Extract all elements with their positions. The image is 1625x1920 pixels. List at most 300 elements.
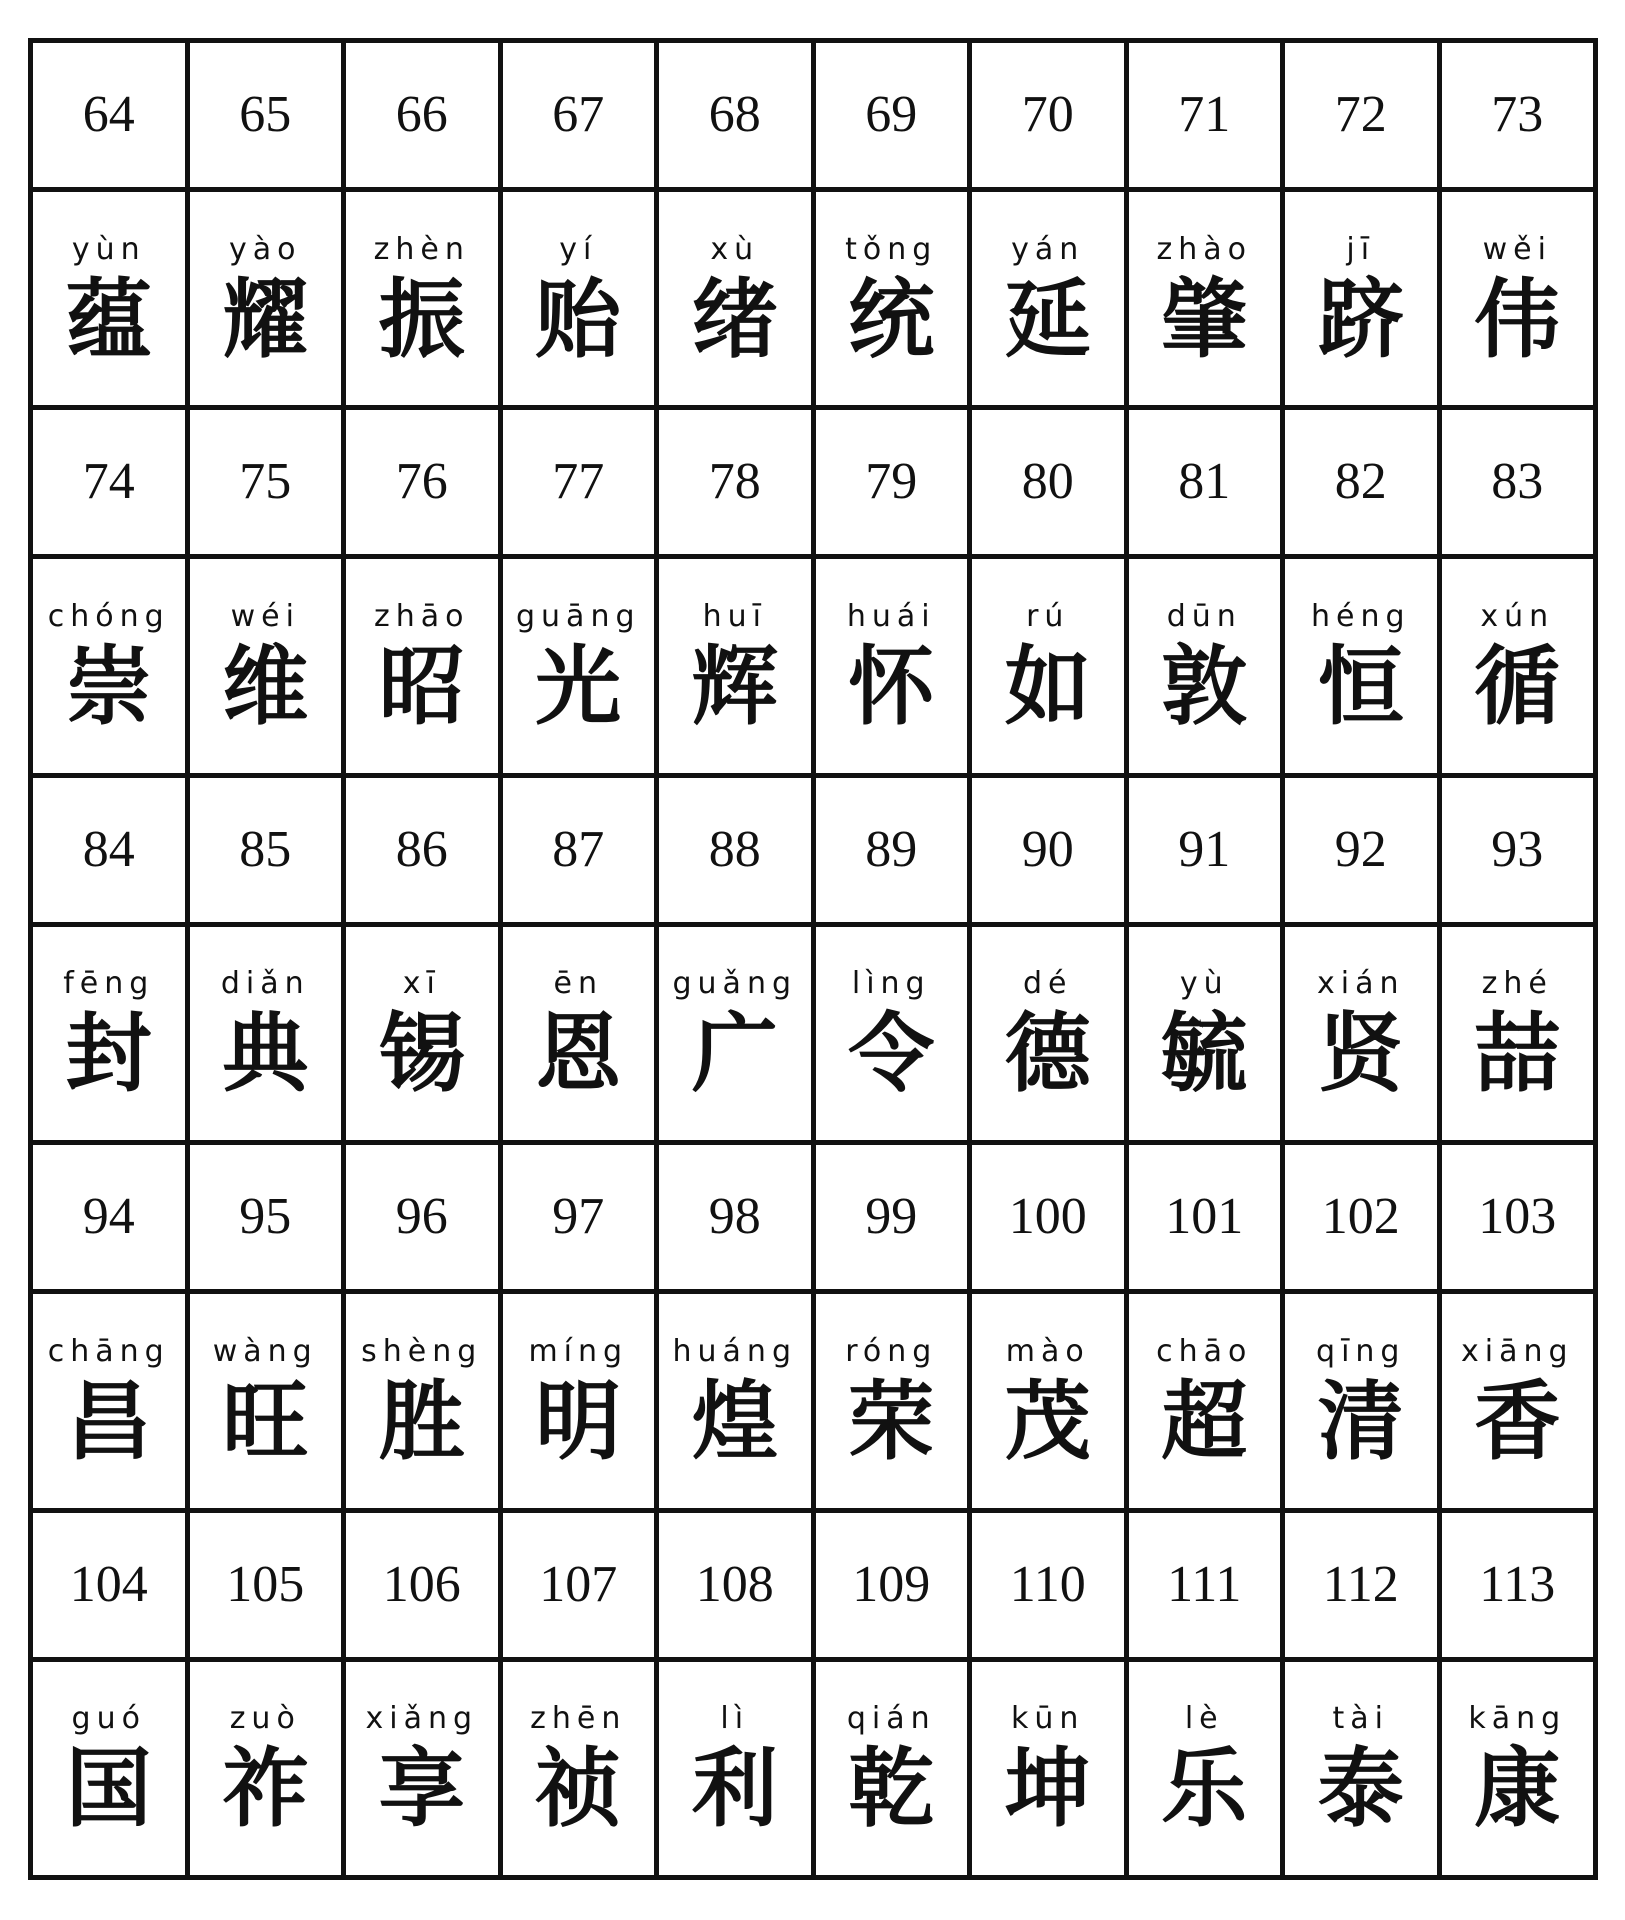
chinese-character: 国 <box>65 1738 152 1840</box>
number-row <box>31 408 1596 557</box>
index-number: 100 <box>1008 1188 1087 1246</box>
character-cell <box>813 1659 970 1877</box>
character-cell-content <box>1285 559 1437 772</box>
pinyin-label: wàng <box>212 1333 318 1369</box>
chinese-character: 辉 <box>691 636 778 738</box>
character-cell-content <box>33 192 185 405</box>
index-number: 109 <box>852 1555 931 1613</box>
index-number: 104 <box>69 1555 148 1613</box>
character-cell-content <box>346 192 498 405</box>
pinyin-label: héng <box>1310 599 1411 635</box>
character-grid <box>28 38 1598 1880</box>
chinese-character: 肇 <box>1161 268 1248 370</box>
chinese-character: 怀 <box>848 636 935 738</box>
pinyin-label: ēn <box>553 966 603 1002</box>
chinese-character: 蕴 <box>65 268 152 370</box>
pinyin-label: kūn <box>1011 1701 1085 1737</box>
chinese-character: 荣 <box>848 1370 935 1472</box>
number-cell <box>1126 1510 1283 1659</box>
character-cell <box>344 190 501 408</box>
character-cell <box>657 1292 814 1510</box>
chinese-character: 封 <box>65 1003 152 1105</box>
index-number: 73 <box>1491 86 1544 143</box>
character-cell-content <box>1442 192 1594 405</box>
character-cell <box>970 1292 1127 1510</box>
pinyin-label: huáng <box>672 1333 797 1369</box>
character-cell <box>500 1659 657 1877</box>
chinese-character: 喆 <box>1474 1003 1561 1105</box>
index-number: 105 <box>226 1555 305 1613</box>
character-row <box>31 557 1596 775</box>
character-cell <box>500 924 657 1142</box>
number-cell <box>344 408 501 557</box>
pinyin-label: diǎn <box>220 966 310 1002</box>
chinese-character: 乾 <box>848 1738 935 1840</box>
number-cell <box>970 408 1127 557</box>
number-cell <box>813 408 970 557</box>
pinyin-label: xún <box>1480 599 1555 635</box>
character-cell <box>187 1659 344 1877</box>
character-cell-content <box>816 559 968 772</box>
number-cell <box>187 41 344 190</box>
character-cell <box>1439 1292 1596 1510</box>
chinese-character: 循 <box>1474 636 1561 738</box>
character-cell-content <box>503 1662 655 1875</box>
index-number: 113 <box>1479 1555 1556 1613</box>
index-number: 81 <box>1178 453 1231 511</box>
character-cell-content <box>33 927 185 1140</box>
chinese-character: 维 <box>222 636 309 738</box>
character-cell-content <box>503 559 655 772</box>
character-cell-content <box>659 1662 811 1875</box>
character-cell <box>970 190 1127 408</box>
number-cell <box>1126 41 1283 190</box>
chinese-character: 乐 <box>1161 1738 1248 1840</box>
index-number: 103 <box>1478 1188 1557 1246</box>
pinyin-label: xù <box>710 231 760 267</box>
character-cell-content <box>346 559 498 772</box>
index-number: 101 <box>1165 1188 1244 1246</box>
pinyin-label: zhēn <box>530 1701 627 1737</box>
chinese-character: 伟 <box>1474 268 1561 370</box>
number-cell <box>813 1143 970 1292</box>
index-number: 66 <box>395 86 448 143</box>
index-number: 65 <box>239 86 292 143</box>
pinyin-label: chóng <box>47 599 170 635</box>
number-cell <box>500 408 657 557</box>
pinyin-label: guó <box>71 1701 146 1737</box>
character-cell-content <box>1442 1662 1594 1875</box>
chinese-character: 延 <box>1004 268 1091 370</box>
number-cell <box>344 1143 501 1292</box>
character-cell <box>1283 1292 1440 1510</box>
number-cell <box>1283 1510 1440 1659</box>
index-number: 93 <box>1491 820 1544 878</box>
number-cell <box>1283 1143 1440 1292</box>
character-cell-content <box>1285 927 1437 1140</box>
number-cell <box>500 775 657 924</box>
number-cell <box>31 1143 188 1292</box>
index-number: 86 <box>395 820 448 878</box>
number-cell <box>31 408 188 557</box>
index-number: 83 <box>1491 453 1544 511</box>
index-number: 64 <box>82 86 135 143</box>
chinese-character: 敦 <box>1161 636 1248 738</box>
index-number: 107 <box>539 1555 618 1613</box>
pinyin-label: chāng <box>47 1333 170 1369</box>
chinese-character: 贤 <box>1317 1003 1404 1105</box>
character-row <box>31 1659 1596 1877</box>
grid-body <box>31 41 1596 1878</box>
chinese-character: 昌 <box>65 1370 152 1472</box>
pinyin-label: chāo <box>1156 1333 1253 1369</box>
character-cell-content <box>816 1294 968 1507</box>
character-cell-content <box>1285 1294 1437 1507</box>
number-row <box>31 775 1596 924</box>
number-cell <box>657 408 814 557</box>
number-cell <box>1439 1510 1596 1659</box>
index-number: 91 <box>1178 820 1231 878</box>
character-cell <box>344 557 501 775</box>
character-cell-content <box>816 927 968 1140</box>
number-cell <box>187 775 344 924</box>
chinese-character: 锡 <box>378 1003 465 1105</box>
pinyin-label: kāng <box>1468 1701 1567 1737</box>
character-cell <box>1283 190 1440 408</box>
character-cell <box>500 557 657 775</box>
chinese-character: 煌 <box>691 1370 778 1472</box>
index-number: 87 <box>552 820 605 878</box>
character-cell <box>344 924 501 1142</box>
pinyin-label: xī <box>402 966 441 1002</box>
index-number: 111 <box>1167 1555 1242 1613</box>
character-cell <box>1439 1659 1596 1877</box>
number-cell <box>31 775 188 924</box>
number-cell <box>1439 1143 1596 1292</box>
pinyin-label: xiǎng <box>365 1701 479 1737</box>
pinyin-label: dé <box>1023 966 1073 1002</box>
index-number: 108 <box>695 1555 774 1613</box>
index-number: 69 <box>865 86 918 143</box>
index-number: 94 <box>82 1188 135 1246</box>
number-cell <box>1283 775 1440 924</box>
character-cell-content <box>659 1294 811 1507</box>
character-cell <box>187 1292 344 1510</box>
pinyin-label: mào <box>1005 1333 1090 1369</box>
pinyin-label: zhào <box>1156 231 1252 267</box>
character-cell-content <box>816 192 968 405</box>
index-number: 76 <box>395 453 448 511</box>
character-cell-content <box>1129 1294 1281 1507</box>
number-cell <box>970 1143 1127 1292</box>
pinyin-label: qīng <box>1316 1333 1406 1369</box>
number-cell <box>1283 408 1440 557</box>
number-cell <box>344 41 501 190</box>
character-cell-content <box>190 927 342 1140</box>
index-number: 70 <box>1021 86 1074 143</box>
pinyin-label: míng <box>528 1333 629 1369</box>
index-number: 97 <box>552 1188 605 1246</box>
number-cell <box>1126 775 1283 924</box>
character-cell-content <box>503 927 655 1140</box>
chinese-character: 祚 <box>222 1738 309 1840</box>
index-number: 98 <box>708 1188 761 1246</box>
pinyin-label: lìng <box>851 966 931 1002</box>
character-cell-content <box>1129 559 1281 772</box>
character-cell <box>657 557 814 775</box>
character-cell <box>1126 924 1283 1142</box>
number-cell <box>1439 775 1596 924</box>
chinese-character: 令 <box>848 1003 935 1105</box>
number-cell <box>500 1143 657 1292</box>
number-row <box>31 1143 1596 1292</box>
pinyin-label: wěi <box>1482 231 1552 267</box>
character-row <box>31 190 1596 408</box>
number-cell <box>187 1510 344 1659</box>
pinyin-label: yí <box>559 231 598 267</box>
pinyin-label: huī <box>702 599 767 635</box>
number-cell <box>500 1510 657 1659</box>
pinyin-label: jī <box>1346 231 1376 267</box>
chinese-character: 耀 <box>222 268 309 370</box>
index-number: 95 <box>239 1188 292 1246</box>
character-cell-content <box>1129 1662 1281 1875</box>
number-cell <box>1439 408 1596 557</box>
number-cell <box>1126 1143 1283 1292</box>
character-cell <box>500 190 657 408</box>
pinyin-label: lì <box>720 1701 750 1737</box>
character-row <box>31 1292 1596 1510</box>
chinese-character: 胜 <box>378 1370 465 1472</box>
chinese-character: 香 <box>1474 1370 1561 1472</box>
chinese-character: 泰 <box>1317 1738 1404 1840</box>
character-cell <box>970 1659 1127 1877</box>
character-cell-content <box>972 559 1124 772</box>
number-cell <box>657 1143 814 1292</box>
pinyin-label: yán <box>1011 231 1085 267</box>
index-number: 112 <box>1322 1555 1399 1613</box>
pinyin-label: yào <box>229 231 302 267</box>
character-cell <box>187 924 344 1142</box>
character-cell <box>1126 190 1283 408</box>
pinyin-label: yùn <box>71 231 146 267</box>
index-number: 90 <box>1021 820 1074 878</box>
character-cell <box>970 557 1127 775</box>
character-cell-content <box>33 1662 185 1875</box>
index-number: 71 <box>1178 86 1231 143</box>
character-cell-content <box>190 1662 342 1875</box>
index-number: 92 <box>1334 820 1387 878</box>
index-number: 72 <box>1334 86 1387 143</box>
index-number: 99 <box>865 1188 918 1246</box>
character-cell <box>31 557 188 775</box>
chinese-character: 广 <box>691 1003 778 1105</box>
character-cell <box>813 924 970 1142</box>
character-cell-content <box>1285 1662 1437 1875</box>
number-cell <box>344 1510 501 1659</box>
character-cell-content <box>346 927 498 1140</box>
character-cell-content <box>346 1662 498 1875</box>
character-cell <box>1126 557 1283 775</box>
character-cell <box>187 190 344 408</box>
character-cell <box>500 1292 657 1510</box>
index-number: 102 <box>1321 1188 1400 1246</box>
character-cell <box>31 924 188 1142</box>
number-cell <box>187 1143 344 1292</box>
character-cell <box>31 190 188 408</box>
character-cell <box>187 557 344 775</box>
character-cell <box>813 190 970 408</box>
number-cell <box>1126 408 1283 557</box>
character-cell-content <box>816 1662 968 1875</box>
pinyin-label: zhāo <box>374 599 470 635</box>
character-cell-content <box>972 1294 1124 1507</box>
number-cell <box>657 1510 814 1659</box>
character-cell-content <box>659 927 811 1140</box>
pinyin-label: lè <box>1184 1701 1224 1737</box>
pinyin-label: zuò <box>229 1701 301 1737</box>
character-cell-content <box>1442 927 1594 1140</box>
pinyin-label: xiāng <box>1460 1333 1574 1369</box>
character-cell-content <box>659 559 811 772</box>
character-cell <box>1283 1659 1440 1877</box>
character-cell <box>1283 557 1440 775</box>
chinese-character: 旺 <box>222 1370 309 1472</box>
number-cell <box>657 775 814 924</box>
character-cell <box>970 924 1127 1142</box>
character-cell-content <box>1442 559 1594 772</box>
chinese-character: 超 <box>1161 1370 1248 1472</box>
pinyin-label: fēng <box>63 966 155 1002</box>
character-cell-content <box>1129 927 1281 1140</box>
index-number: 67 <box>552 86 605 143</box>
pinyin-label: shèng <box>361 1333 483 1369</box>
character-cell-content <box>33 559 185 772</box>
character-cell-content <box>659 192 811 405</box>
number-row <box>31 1510 1596 1659</box>
index-number: 74 <box>82 453 135 511</box>
chinese-character: 恒 <box>1317 636 1404 738</box>
index-number: 106 <box>382 1555 461 1613</box>
chinese-character: 统 <box>848 268 935 370</box>
character-cell-content <box>190 559 342 772</box>
chinese-character: 坤 <box>1004 1738 1091 1840</box>
character-cell <box>31 1292 188 1510</box>
chinese-character: 如 <box>1004 636 1091 738</box>
pinyin-label: xián <box>1317 966 1405 1002</box>
character-cell-content <box>972 192 1124 405</box>
character-row <box>31 924 1596 1142</box>
pinyin-label: tǒng <box>845 231 938 267</box>
character-cell-content <box>1442 1294 1594 1507</box>
character-cell <box>813 1292 970 1510</box>
character-cell-content <box>972 927 1124 1140</box>
number-row <box>31 41 1596 190</box>
chinese-character: 跻 <box>1317 268 1404 370</box>
character-cell-content <box>190 192 342 405</box>
index-number: 89 <box>865 820 918 878</box>
number-cell <box>1283 41 1440 190</box>
pinyin-label: huái <box>846 599 936 635</box>
character-cell-content <box>972 1662 1124 1875</box>
chinese-character: 毓 <box>1161 1003 1248 1105</box>
character-cell <box>1283 924 1440 1142</box>
character-cell <box>31 1659 188 1877</box>
chinese-character: 崇 <box>65 636 152 738</box>
character-cell-content <box>1285 192 1437 405</box>
number-cell <box>657 41 814 190</box>
pinyin-label: yù <box>1179 966 1229 1002</box>
index-number: 78 <box>708 453 761 511</box>
index-number: 96 <box>395 1188 448 1246</box>
character-cell-content <box>33 1294 185 1507</box>
pinyin-label: wéi <box>230 599 300 635</box>
index-number: 84 <box>82 820 135 878</box>
pinyin-label: róng <box>845 1333 938 1369</box>
number-cell <box>187 408 344 557</box>
chinese-character: 恩 <box>535 1003 622 1105</box>
character-cell <box>344 1659 501 1877</box>
number-cell <box>813 775 970 924</box>
pinyin-label: zhèn <box>373 231 470 267</box>
character-cell-content <box>503 192 655 405</box>
number-cell <box>813 1510 970 1659</box>
character-cell <box>657 1659 814 1877</box>
chinese-character: 典 <box>222 1003 309 1105</box>
pinyin-label: dūn <box>1166 599 1242 635</box>
chinese-character: 光 <box>535 636 622 738</box>
pinyin-label: tài <box>1332 1701 1389 1737</box>
index-number: 80 <box>1021 453 1074 511</box>
chinese-character: 贻 <box>535 268 622 370</box>
chinese-character: 昭 <box>378 636 465 738</box>
character-cell <box>344 1292 501 1510</box>
index-number: 77 <box>552 453 605 511</box>
character-cell <box>657 190 814 408</box>
chinese-character: 茂 <box>1004 1370 1091 1472</box>
number-cell <box>970 41 1127 190</box>
chinese-character: 德 <box>1004 1003 1091 1105</box>
character-cell <box>1439 190 1596 408</box>
chinese-character: 享 <box>378 1738 465 1840</box>
character-cell <box>1439 924 1596 1142</box>
character-cell-content <box>346 1294 498 1507</box>
index-number: 68 <box>708 86 761 143</box>
chinese-character: 振 <box>378 268 465 370</box>
character-cell <box>1126 1659 1283 1877</box>
character-cell-content <box>190 1294 342 1507</box>
character-cell <box>1126 1292 1283 1510</box>
index-number: 85 <box>239 820 292 878</box>
character-cell <box>657 924 814 1142</box>
number-cell <box>344 775 501 924</box>
pinyin-label: qián <box>846 1701 936 1737</box>
chinese-character: 明 <box>535 1370 622 1472</box>
number-cell <box>31 41 188 190</box>
chinese-character: 清 <box>1317 1370 1404 1472</box>
chinese-character: 祯 <box>535 1738 622 1840</box>
chinese-character: 绪 <box>691 268 778 370</box>
index-number: 82 <box>1334 453 1387 511</box>
character-cell <box>813 557 970 775</box>
number-cell <box>31 1510 188 1659</box>
index-number: 110 <box>1009 1555 1086 1613</box>
number-cell <box>970 775 1127 924</box>
pinyin-label: guǎng <box>672 966 797 1002</box>
pinyin-label: guāng <box>516 599 641 635</box>
pinyin-label: zhé <box>1481 966 1553 1002</box>
pinyin-label: rú <box>1026 599 1070 635</box>
